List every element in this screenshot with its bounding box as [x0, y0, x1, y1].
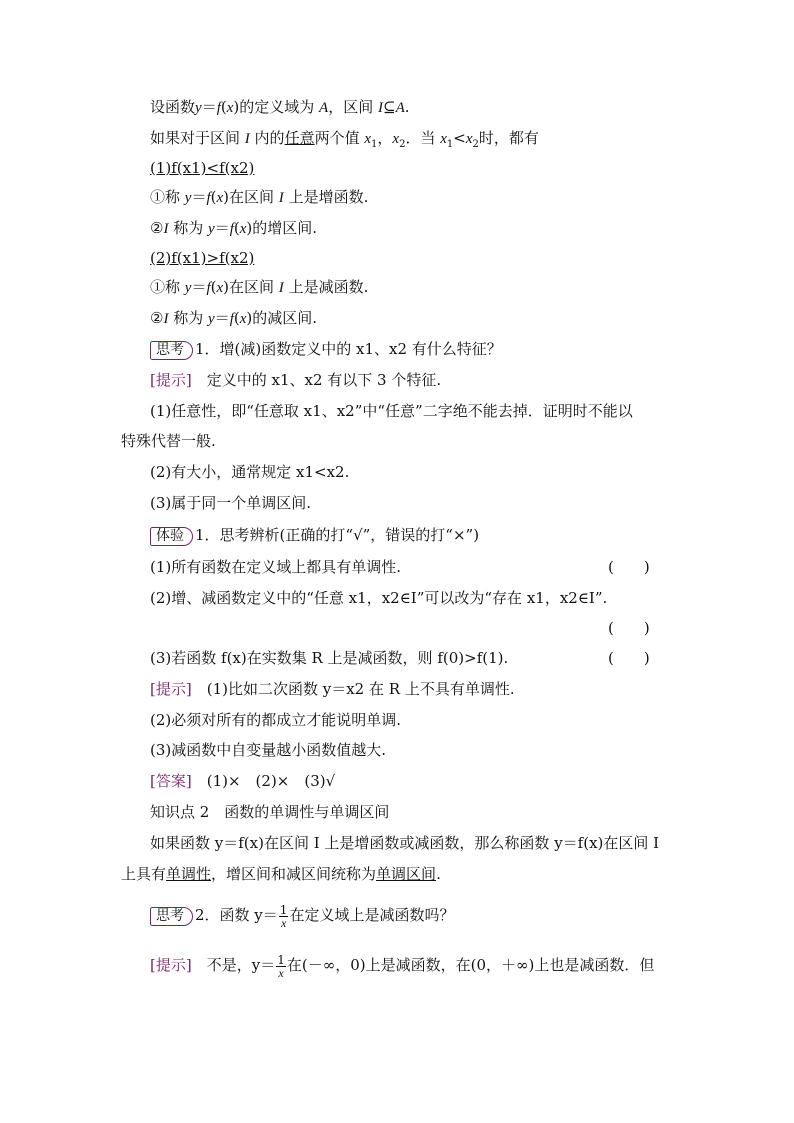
- definition-line-2: 如果对于区间 I 内的任意两个值 $x_1$，$x_2$．当 $x_1<x_2$时，都有: [150, 129, 539, 150]
- hint-tag: [提示]: [150, 371, 192, 389]
- answer-blank-2[interactable]: ( ): [608, 619, 650, 637]
- decreasing-interval-statement: ②I 称为 y＝f(x)的减区间.: [150, 309, 318, 327]
- condition-increasing: (1)f(x1)<f(x2): [150, 159, 255, 177]
- section-heading: 知识点 2 函数的单调性与单调区间: [150, 803, 390, 821]
- hint-3: [提示] 不是，y＝ $\frac{1}{x}$ 在(－∞，0)上是减函数，在(0，＋∞)上也是减函数．但: [150, 952, 655, 980]
- hint-1-item: (3)属于同一个单调区间.: [150, 494, 312, 512]
- answer-tag: [答案]: [150, 772, 192, 790]
- hint-1-item: 特殊代替一般.: [121, 432, 216, 450]
- hint-1-item: (2)有大小，通常规定 x1<x2.: [150, 463, 350, 481]
- experience-1: 体验 1．思考辨析(正确的打“√”，错误的打“×”): [150, 525, 479, 546]
- answer-blank-3[interactable]: ( ): [608, 649, 650, 667]
- think-tag: 思考: [150, 341, 193, 360]
- hint-2-item: (3)减函数中自变量越小函数值越大.: [150, 741, 387, 759]
- hint-tag: [提示]: [150, 680, 192, 698]
- judgment-item-3: (3)若函数 f(x)在实数集 R 上是减函数，则 f(0)>f(1).: [150, 649, 509, 667]
- hint-2-item: (2)必须对所有的都成立才能说明单调.: [150, 711, 402, 729]
- answer-blank-1[interactable]: ( ): [608, 558, 650, 576]
- definition-line-1: 设函数y＝f(x)的定义域为 A，区间 I⊆A.: [150, 98, 410, 116]
- increasing-interval-statement: ②I 称为 y＝f(x)的增区间.: [150, 219, 318, 237]
- monotonic-paragraph-line-1: 如果函数 y＝f(x)在区间 I 上是增函数或减函数，那么称函数 y＝f(x)在区间 I: [150, 834, 660, 852]
- think-tag: 思考: [150, 907, 193, 926]
- fraction-one-over-x: $\frac{1}{x}$: [279, 902, 288, 930]
- judgment-item-1: (1)所有函数在定义域上都具有单调性.: [150, 558, 402, 576]
- experience-tag: 体验: [150, 527, 193, 546]
- decreasing-function-statement: ①称 y＝f(x)在区间 I 上是减函数.: [150, 278, 369, 296]
- think-question-1: 思考 1．增(减)函数定义中的 x1、x2 有什么特征？: [150, 339, 502, 360]
- hint-1: [提示] 定义中的 x1、x2 有以下 3 个特征.: [150, 371, 442, 389]
- hint-1-item: (1)任意性，即“任意取 x1、x2”中“任意”二字绝不能去掉．证明时不能以: [150, 402, 633, 420]
- judgment-item-2: (2)增、减函数定义中的“任意 x1，x2∈I”可以改为“存在 x1，x2∈I”.: [150, 589, 608, 607]
- condition-decreasing: (2)f(x1)>f(x2): [150, 249, 255, 267]
- hint-tag: [提示]: [150, 956, 192, 974]
- hint-2: [提示] (1)比如二次函数 y＝x2 在 R 上不具有单调性.: [150, 680, 515, 698]
- think-question-2: 思考 2．函数 y＝ $\frac{1}{x}$ 在定义域上是减函数吗？: [150, 902, 454, 929]
- increasing-function-statement: ①称 y＝f(x)在区间 I 上是增函数.: [150, 188, 369, 206]
- monotonic-paragraph-line-2: 上具有单调性，增区间和减区间统称为单调区间.: [121, 865, 441, 883]
- answer-line: [答案] (1)× (2)× (3)√: [150, 772, 336, 790]
- fraction-one-over-x: $\frac{1}{x}$: [277, 952, 285, 980]
